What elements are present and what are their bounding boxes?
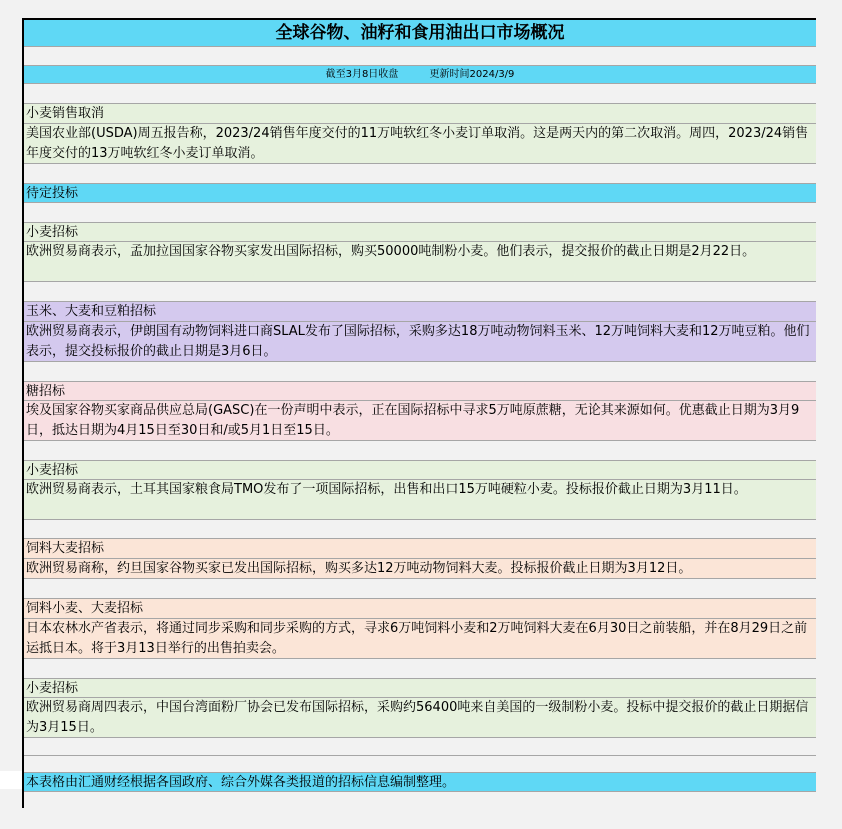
section-label-pending: 待定投标 [24, 184, 816, 203]
blank-row [24, 47, 816, 66]
section-label-tender3: 糖招标 [24, 382, 816, 401]
section-label-tender1: 小麦招标 [24, 223, 816, 242]
section-text-tender7: 欧洲贸易商周四表示，中国台湾面粉厂协会已发布国际招标，采购约56400吨来自美国的一级制粉小麦。投标中提交报价的截止日期据信为3月15日。 [24, 698, 816, 738]
section-label-tender6: 饲料小麦、大麦招标 [24, 599, 816, 619]
blank-row [24, 792, 816, 808]
close-date: 截至3月8日收盘 [325, 69, 399, 80]
blank-row [24, 282, 816, 302]
section-text-tender4: 欧洲贸易商表示，土耳其国家粮食局TMO发布了一项国际招标，出售和出口15万吨硬粒小麦。投标报价截止日期为3月11日。 [24, 480, 816, 520]
section-label-tender5: 饲料大麦招标 [24, 539, 816, 559]
update-time: 更新时间2024/3/9 [429, 69, 515, 80]
blank-row [24, 362, 816, 382]
section-text-cancel: 美国农业部(USDA)周五报告称，2023/24销售年度交付的11万吨软红冬小麦订单取消。这是两天内的第二次取消。周四，2023/24销售年度交付的13万吨软红冬小麦订单取消。 [24, 124, 816, 164]
blank-row [24, 520, 816, 539]
blank-row [24, 203, 816, 223]
report-table [22, 18, 816, 808]
blank-row [24, 579, 816, 599]
section-label-tender4: 小麦招标 [24, 461, 816, 480]
section-text-tender6: 日本农林水产省表示，将通过同步采购和同步采购的方式，寻求6万吨饲料小麦和2万吨饲料大麦在6月30日之前装船，并在8月29日之前运抵日本。将于3月13日举行的出售拍卖会。 [24, 619, 816, 659]
page-title: 全球谷物、油籽和食用油出口市场概况 [24, 20, 816, 47]
blank-row [24, 659, 816, 679]
section-label-tender2: 玉米、大麦和豆粕招标 [24, 302, 816, 322]
footer-note: 本表格由汇通财经根据各国政府、综合外媒各类报道的招标信息编制整理。 [24, 773, 816, 792]
section-text-tender2: 欧洲贸易商表示，伊朗国有动物饲料进口商SLAL发布了国际招标，采购多达18万吨动物饲料玉米、12万吨饲料大麦和12万吨豆粕。他们表示，提交投标报价的截止日期是3月6日。 [24, 322, 816, 362]
section-text-tender5: 欧洲贸易商称，约旦国家谷物买家已发出国际招标，购买多达12万吨动物饲料大麦。投标报价截止日期为3月12日。 [24, 559, 816, 579]
section-text-tender3: 埃及国家谷物买家商品供应总局(GASC)在一份声明中表示，正在国际招标中寻求5万吨原蔗糖，无论其来源如何。优惠截止日期为3月9日，抵达日期为4月15日至30日和/或5月1日至15日。 [24, 401, 816, 441]
blank-row [24, 441, 816, 461]
blank-row [24, 756, 816, 773]
section-label-cancel: 小麦销售取消 [24, 104, 816, 124]
date-row [24, 66, 816, 84]
blank-row [24, 738, 816, 756]
blank-row [24, 84, 816, 104]
section-label-tender7: 小麦招标 [24, 679, 816, 698]
section-text-tender1: 欧洲贸易商表示，孟加拉国国家谷物买家发出国际招标，购买50000吨制粉小麦。他们表示，提交报价的截止日期是2月22日。 [24, 242, 816, 282]
blank-row [24, 164, 816, 184]
row-gap [0, 771, 22, 789]
